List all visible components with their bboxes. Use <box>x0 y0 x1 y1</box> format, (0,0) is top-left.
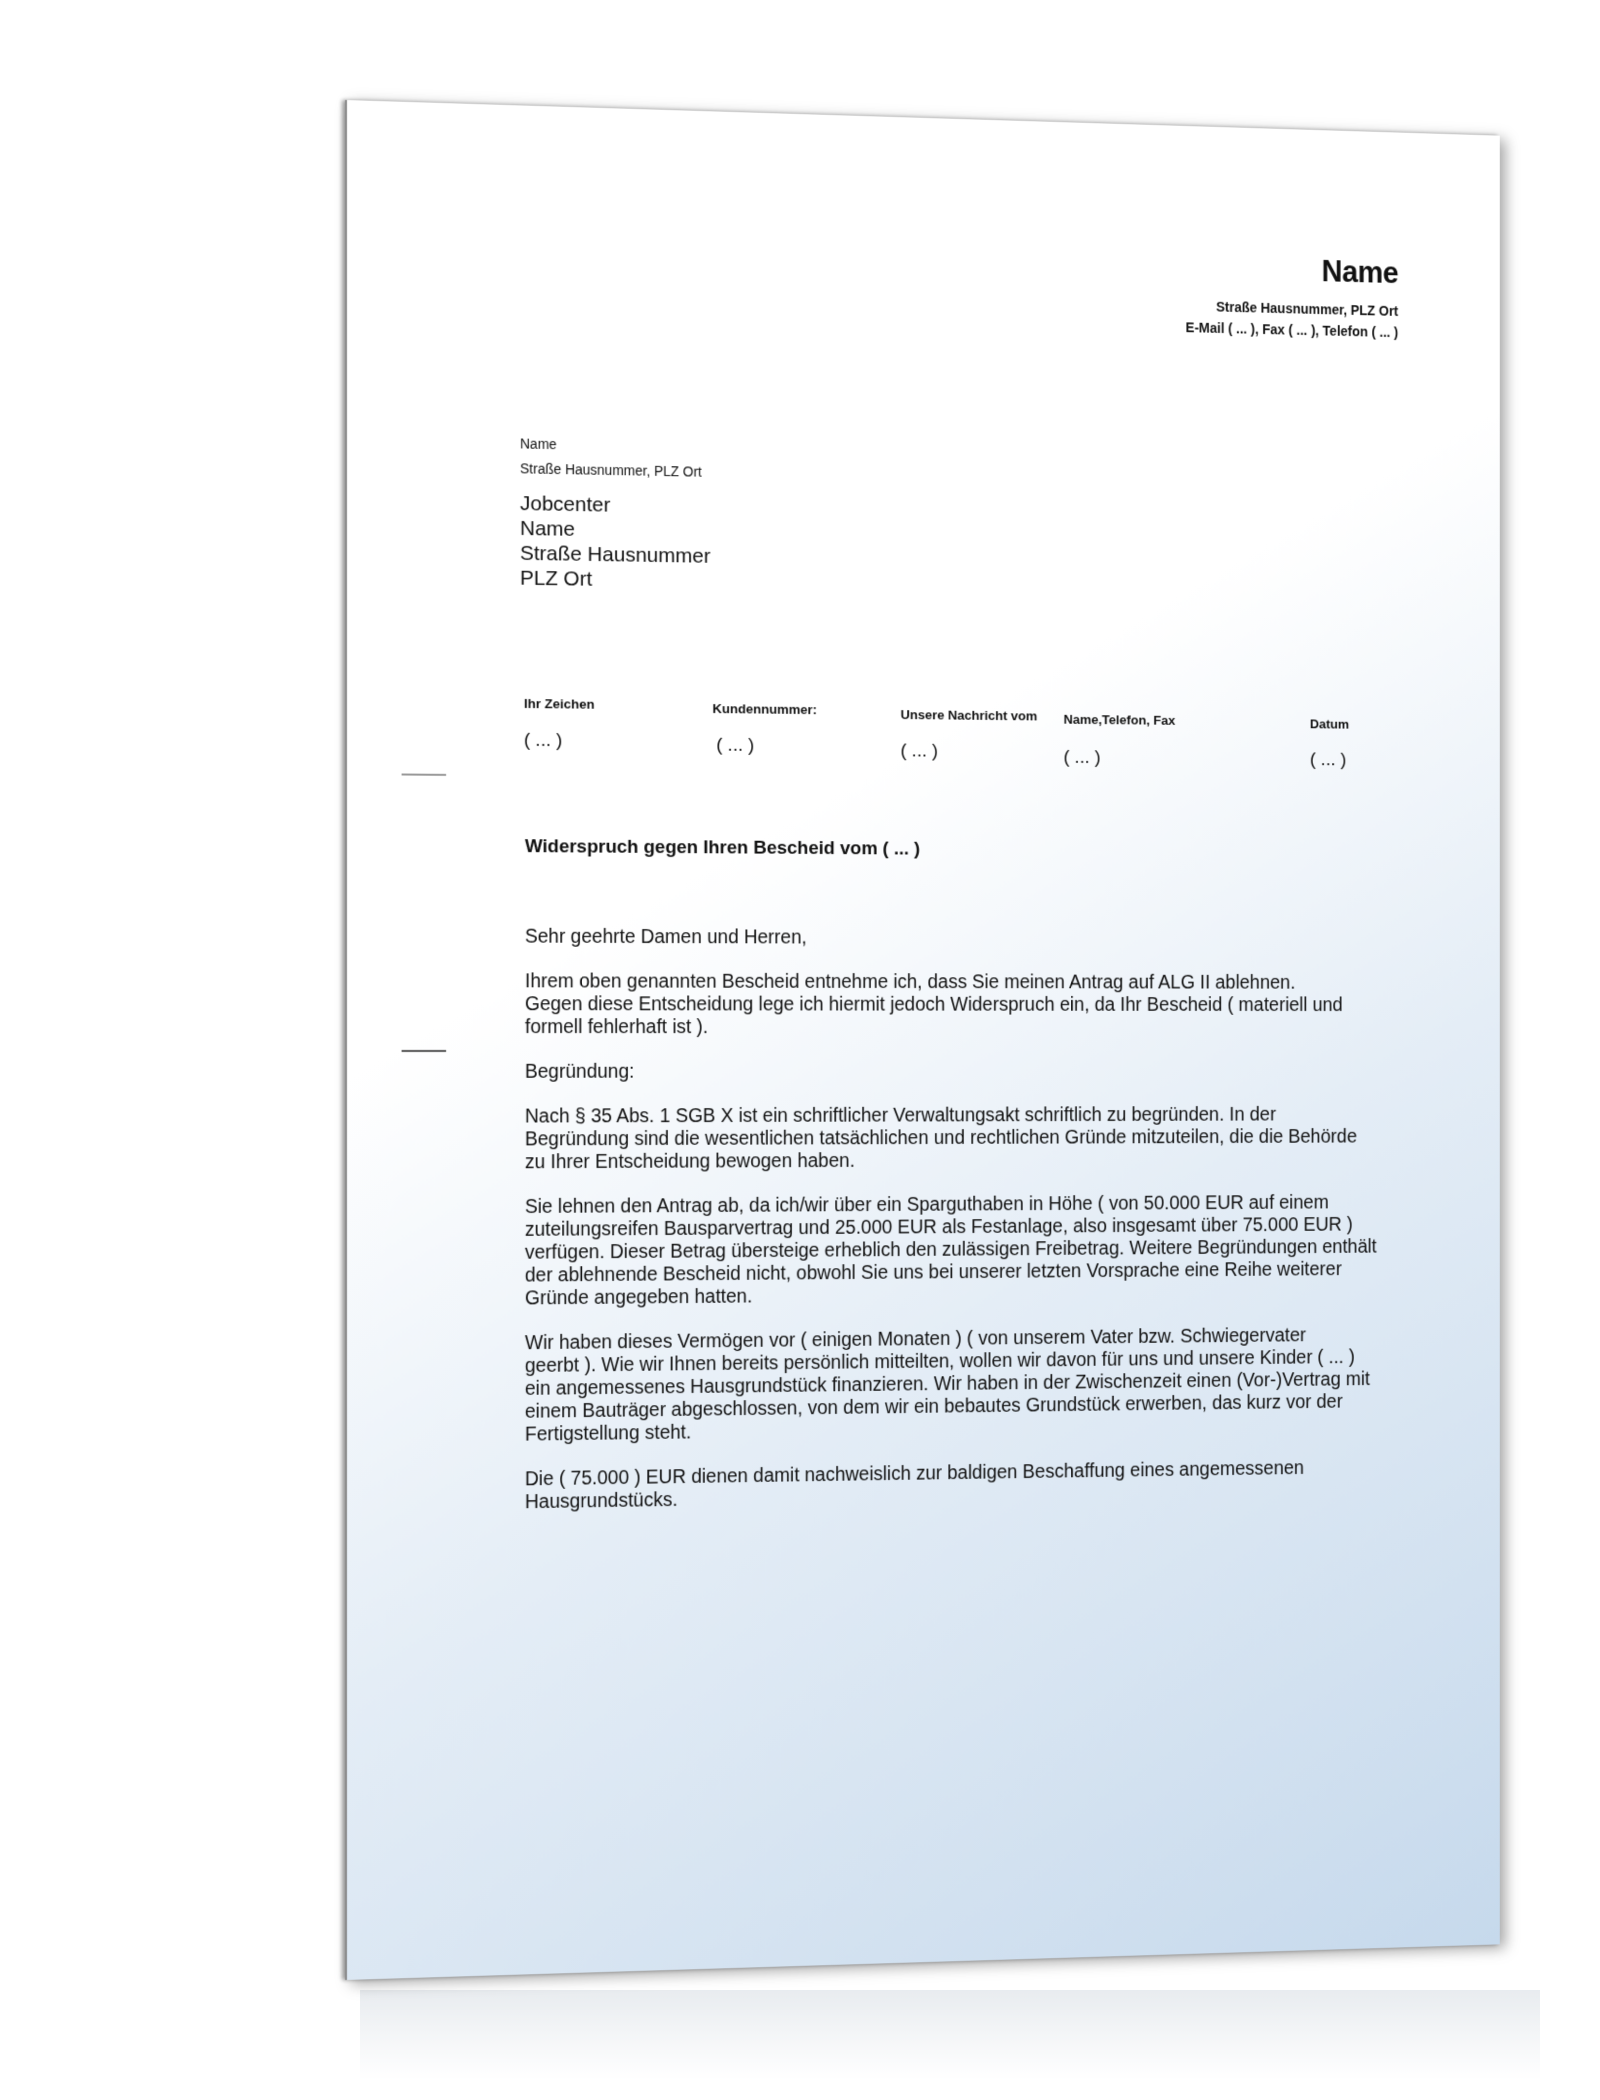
ref-label-unsere-nachricht: Unsere Nachricht vom <box>900 707 1038 724</box>
recipient-line: PLZ Ort <box>520 566 593 591</box>
letter-paragraph <box>525 926 1384 951</box>
paragraph-line: Hausgrundstücks. <box>524 1489 678 1514</box>
paragraph-line: Sehr geehrte Damen und Herren, <box>524 925 807 949</box>
paragraph-line: verfügen. Dieser Betrag übersteige erheblich den zulässigen Freibetrag. Weitere Begründungen enthält <box>524 1236 1377 1264</box>
letter-paragraph <box>525 1192 1384 1311</box>
ref-value-kontakt: ( ... ) <box>1063 747 1101 768</box>
ref-value-kundennummer: ( ... ) <box>716 734 755 756</box>
sender-address: Straße Hausnummer, PLZ Ort <box>520 460 702 480</box>
fold-mark <box>402 773 447 775</box>
ref-label-datum: Datum <box>1309 716 1350 732</box>
letterhead-address: Straße Hausnummer, PLZ Ort <box>1216 298 1399 319</box>
ref-label-ihr-zeichen: Ihr Zeichen <box>523 696 595 712</box>
recipient-line: Straße Hausnummer <box>520 541 711 568</box>
paragraph-line: zu Ihrer Entscheidung bewogen haben. <box>524 1150 855 1174</box>
ref-value-datum: ( ... ) <box>1309 749 1347 771</box>
paragraph-line: Ihrem oben genannten Bescheid entnehme ich, dass Sie meinen Antrag auf ALG II ablehnen. <box>524 970 1296 994</box>
letter-paragraph <box>525 1104 1384 1174</box>
letter-subject: Widerspruch gegen Ihren Bescheid vom ( ... ) <box>524 836 921 860</box>
letterhead-name: Name <box>1321 254 1399 290</box>
paragraph-line: Begründung sind die wesentlichen tatsächlichen und rechtlichen Gründe mitzuteilen, die die Behörde <box>524 1126 1357 1151</box>
paragraph-line: ein angemessenes Hausgrundstück finanzieren. Wir haben in der Zwischenzeit einen (Vor-)Vertrag mit <box>524 1368 1370 1400</box>
ref-label-kundennummer: Kundennummer: <box>712 701 817 718</box>
paragraph-line: Wir haben dieses Vermögen vor ( einigen Monaten ) ( von unserem Vater bzw. Schwiegervater <box>524 1324 1307 1355</box>
sender-name: Name <box>520 435 557 453</box>
page-reflection <box>360 1990 1540 2080</box>
letter-paragraph <box>525 1456 1384 1514</box>
recipient-line: Name <box>520 517 576 541</box>
letter-body <box>525 926 1384 1536</box>
ref-value-ihr-zeichen: ( ... ) <box>523 729 563 752</box>
punch-mark <box>402 1050 447 1052</box>
paragraph-line: Die ( 75.000 ) EUR dienen damit nachweislich zur baldigen Beschaffung eines angemessenen <box>524 1457 1305 1491</box>
letter-paragraph <box>525 970 1384 1039</box>
recipient-address <box>520 491 710 593</box>
paragraph-line: der ablehnende Bescheid nicht, obwohl Sie uns bei unserer letzten Vorsprache eine Reihe weiterer <box>524 1258 1342 1287</box>
paragraph-line: Gründe angegeben hatten. <box>524 1285 753 1310</box>
paragraph-line: Gegen diese Entscheidung lege ich hiermit jedoch Widerspruch ein, da Ihr Bescheid ( materiell und <box>524 993 1343 1016</box>
letter-page <box>345 100 1500 1980</box>
letter-paragraph <box>525 1060 1384 1083</box>
paragraph-line: Sie lehnen den Antrag ab, da ich/wir über ein Sparguthaben in Höhe ( von 50.000 EUR auf einem <box>524 1191 1329 1218</box>
paragraph-line: Begründung: <box>524 1060 635 1083</box>
paragraph-line: zuteilungsreifen Bausparvertrag und 25.000 EUR als Festanlage, also insgesamt über 75.000 EUR ) <box>524 1214 1353 1241</box>
recipient-line: Jobcenter <box>520 492 611 517</box>
ref-value-unsere-nachricht: ( ... ) <box>900 740 938 762</box>
paragraph-line: einem Bauträger abgeschlossen, von dem wir ein bebautes Grundstück erwerben, das kurz vor der <box>524 1391 1343 1423</box>
letter-paragraph <box>525 1324 1384 1447</box>
letterhead-contact: E-Mail ( ... ), Fax ( ... ), Telefon ( ... ) <box>1185 319 1399 341</box>
paragraph-line: formell fehlerhaft ist ). <box>524 1016 709 1039</box>
ref-label-kontakt: Name,Telefon, Fax <box>1063 711 1176 728</box>
paragraph-line: geerbt ). Wie wir Ihnen bereits persönlich mitteilten, wollen wir davon für uns und unsere Kinder ( ... ) <box>524 1346 1355 1377</box>
paragraph-line: Nach § 35 Abs. 1 SGB X ist ein schriftlicher Verwaltungsakt schriftlich zu begründen. In der <box>524 1103 1276 1128</box>
paragraph-line: Fertigstellung steht. <box>524 1421 692 1446</box>
